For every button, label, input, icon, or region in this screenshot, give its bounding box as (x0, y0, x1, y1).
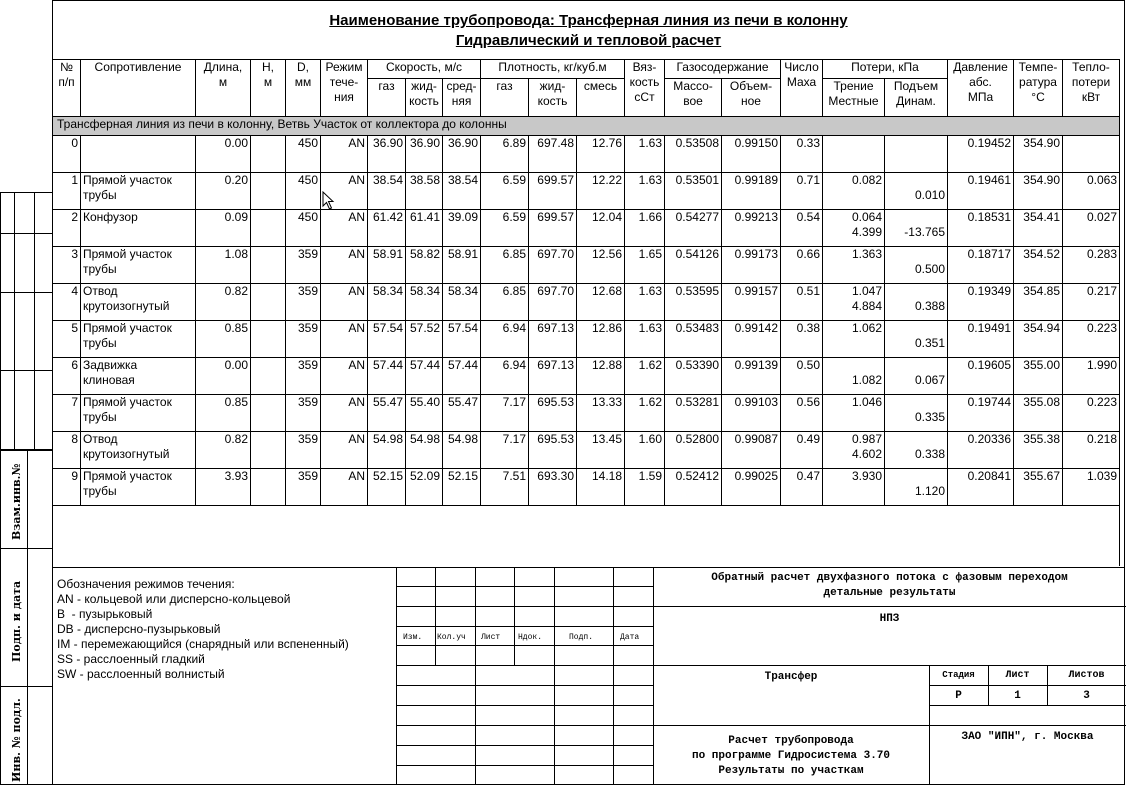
cell-mode: AN (321, 432, 368, 469)
cell-name: Прямой участок трубы (81, 247, 196, 284)
cell-gv: 0.99025 (722, 469, 781, 506)
cell-n: 9 (53, 469, 81, 506)
cell-t: 354.85 (1014, 284, 1063, 321)
table-row (53, 247, 1120, 284)
cell-dg: 6.59 (481, 173, 529, 210)
cell-d: 450 (286, 173, 321, 210)
section-title-row: Трансферная линия из печи в колонну, Ветвь Участок от коллектора до колонны (53, 117, 1120, 136)
cell-dm: 12.56 (577, 247, 625, 284)
cell-dg: 6.85 (481, 247, 529, 284)
cell-d: 450 (286, 136, 321, 173)
legend-item: IM - перемежающийся (снарядный или вспененный) (57, 637, 349, 651)
cell-vl: 54.98 (406, 432, 443, 469)
page-title-line2: Гидравлический и тепловой расчет (455, 32, 722, 49)
cell-dl: 699.57 (529, 173, 577, 210)
cell-vg: 57.54 (368, 321, 406, 358)
cell-fric: 3.930 (823, 469, 885, 506)
cell-h (251, 284, 286, 321)
cell-gm: 0.54277 (665, 210, 722, 247)
left-margin-row-line (0, 370, 52, 371)
stamp-sheets-label: Листов (1068, 670, 1105, 681)
cell-q: 0.217 (1063, 284, 1120, 321)
cell-dl: 697.13 (529, 358, 577, 395)
cell-n: 4 (53, 284, 81, 321)
cell-va: 52.15 (443, 469, 481, 506)
results-table (52, 59, 1120, 566)
cell-len: 1.08 (196, 247, 251, 284)
cell-gv: 0.99142 (722, 321, 781, 358)
cell-d: 359 (286, 358, 321, 395)
cell-mach: 0.50 (781, 358, 823, 395)
cell-d: 359 (286, 395, 321, 432)
cell-fric (823, 136, 885, 173)
col-velocity-header: Скорость, м/с (368, 60, 481, 79)
col-loss-fric: Трение Местные (823, 79, 885, 117)
cell-lift: 0.500 (885, 247, 948, 284)
cell-va: 38.54 (443, 173, 481, 210)
stamp-sheets: 3 (1083, 690, 1090, 702)
col-heat-header: Тепло- потери кВт (1063, 60, 1120, 117)
cell-mode: AN (321, 395, 368, 432)
cell-len: 0.20 (196, 173, 251, 210)
cell-len: 0.85 (196, 321, 251, 358)
legend-title: Обозначения режимов течения: (57, 577, 235, 591)
stamp-title-line2: детальные результаты (823, 587, 956, 599)
cell-mode: AN (321, 469, 368, 506)
cell-h (251, 358, 286, 395)
cell-mode: AN (321, 321, 368, 358)
cell-dm: 13.33 (577, 395, 625, 432)
col-losses-header: Потери, кПа (823, 60, 948, 79)
cell-t: 355.38 (1014, 432, 1063, 469)
cell-dl: 693.30 (529, 469, 577, 506)
left-margin-bottom-box (0, 450, 52, 785)
cell-q: 0.027 (1063, 210, 1120, 247)
cell-name: Прямой участок трубы (81, 321, 196, 358)
cell-p: 0.19605 (948, 358, 1014, 395)
cell-t: 354.90 (1014, 173, 1063, 210)
cell-name: Прямой участок трубы (81, 469, 196, 506)
cell-gv: 0.99173 (722, 247, 781, 284)
cell-p: 0.19461 (948, 173, 1014, 210)
col-resistance-header: Сопротивление (81, 60, 196, 117)
cell-gv: 0.99213 (722, 210, 781, 247)
cell-gv: 0.99157 (722, 284, 781, 321)
cell-dl: 697.13 (529, 321, 577, 358)
cell-dm: 12.76 (577, 136, 625, 173)
cell-gm: 0.54126 (665, 247, 722, 284)
cell-dm: 12.04 (577, 210, 625, 247)
col-temp-header: Темпе- ратура °С (1014, 60, 1063, 117)
cell-n: 7 (53, 395, 81, 432)
cell-visc: 1.63 (625, 284, 665, 321)
cell-va: 57.44 (443, 358, 481, 395)
cell-q: 0.223 (1063, 321, 1120, 358)
stamp-col-label: Изм. (403, 633, 423, 642)
cell-mach: 0.54 (781, 210, 823, 247)
cell-dm: 12.68 (577, 284, 625, 321)
cell-lift: -13.765 (885, 210, 948, 247)
left-margin-row-line (0, 233, 52, 234)
cell-len: 0.00 (196, 136, 251, 173)
stamp-col-label: Лист (481, 633, 501, 642)
cell-gv: 0.99103 (722, 395, 781, 432)
side-label-podp: Подп. и дата (10, 580, 23, 662)
cell-vg: 36.90 (368, 136, 406, 173)
cell-dm: 12.86 (577, 321, 625, 358)
cell-dl: 697.48 (529, 136, 577, 173)
cell-dg: 6.94 (481, 358, 529, 395)
cell-va: 54.98 (443, 432, 481, 469)
cell-mach: 0.33 (781, 136, 823, 173)
left-margin-row-line (0, 548, 52, 549)
cell-gm: 0.53483 (665, 321, 722, 358)
cell-n: 8 (53, 432, 81, 469)
cell-p: 0.19491 (948, 321, 1014, 358)
stamp-stage: Р (955, 690, 962, 702)
cell-va: 36.90 (443, 136, 481, 173)
cell-t: 355.00 (1014, 358, 1063, 395)
legend-item: DB - дисперсно-пузырьковый (57, 622, 221, 636)
stamp-col-label: Кол.уч (437, 633, 466, 642)
cell-visc: 1.59 (625, 469, 665, 506)
col-pressure-header: Давление абс. МПа (948, 60, 1014, 117)
cell-visc: 1.62 (625, 395, 665, 432)
cell-d: 450 (286, 210, 321, 247)
stamp-company: ЗАО "ИПН", г. Москва (961, 731, 1094, 743)
cell-va: 39.09 (443, 210, 481, 247)
cell-fric: 0.064 4.399 (823, 210, 885, 247)
legend-item: SW - расслоенный волнистый (57, 667, 225, 681)
cell-h (251, 173, 286, 210)
mouse-cursor-icon (322, 191, 336, 211)
left-margin-row-line (0, 686, 52, 687)
side-label-vzam: Взам.инв.№ (10, 463, 23, 540)
cell-lift: 0.335 (885, 395, 948, 432)
cell-len: 3.93 (196, 469, 251, 506)
table-row (53, 284, 1120, 321)
col-visc-header: Вяз- кость сСт (625, 60, 665, 117)
stamp-doc-line3: Результаты по участкам (718, 765, 864, 777)
cell-n: 1 (53, 173, 81, 210)
left-margin-top-divider2 (34, 192, 35, 450)
table-row (53, 321, 1120, 358)
col-num-header: № п/п (53, 60, 81, 117)
page-title-line1: Наименование трубопровода: Трансферная линия из печи в колонну (329, 12, 848, 29)
legend-item: B - пузырьковый (57, 607, 153, 621)
title-block (396, 567, 1126, 785)
cell-p: 0.18717 (948, 247, 1014, 284)
cell-lift: 0.067 (885, 358, 948, 395)
cell-gm: 0.53281 (665, 395, 722, 432)
cell-dm: 12.88 (577, 358, 625, 395)
cell-h (251, 247, 286, 284)
cell-h (251, 395, 286, 432)
cell-t: 354.90 (1014, 136, 1063, 173)
cell-lift: 1.120 (885, 469, 948, 506)
cell-dg: 7.17 (481, 432, 529, 469)
cell-n: 0 (53, 136, 81, 173)
col-density-header: Плотность, кг/куб.м (481, 60, 625, 79)
left-margin-bottom-divider (27, 450, 28, 785)
cell-gv: 0.99139 (722, 358, 781, 395)
col-mode-header: Режим тече- ния (321, 60, 368, 117)
col-vel-avg: сред- няя (443, 79, 481, 117)
cell-h (251, 469, 286, 506)
cell-visc: 1.60 (625, 432, 665, 469)
col-h-header: H, м (251, 60, 286, 117)
cell-q: 0.223 (1063, 395, 1120, 432)
cell-name: Отвод крутоизогнутый (81, 432, 196, 469)
cell-vl: 55.40 (406, 395, 443, 432)
cell-vl: 57.44 (406, 358, 443, 395)
cell-p: 0.19452 (948, 136, 1014, 173)
cell-gm: 0.53508 (665, 136, 722, 173)
cell-fric: 0.082 (823, 173, 885, 210)
cell-mode: AN (321, 247, 368, 284)
cell-len: 0.82 (196, 284, 251, 321)
cell-p: 0.18531 (948, 210, 1014, 247)
cell-p: 0.20336 (948, 432, 1014, 469)
cell-h (251, 321, 286, 358)
col-gas-header: Газосодержание (665, 60, 781, 79)
cell-dg: 6.59 (481, 210, 529, 247)
table-row (53, 136, 1120, 173)
stamp-col-label: Дата (620, 633, 640, 642)
cell-gm: 0.52412 (665, 469, 722, 506)
cell-fric: 1.046 (823, 395, 885, 432)
cell-q: 0.283 (1063, 247, 1120, 284)
cell-d: 359 (286, 469, 321, 506)
cell-vg: 58.34 (368, 284, 406, 321)
cell-mach: 0.51 (781, 284, 823, 321)
cell-vl: 57.52 (406, 321, 443, 358)
empty-area (53, 506, 1120, 566)
cell-len: 0.82 (196, 432, 251, 469)
cell-name: Конфузор (81, 210, 196, 247)
col-gas-mass: Массо- вое (665, 79, 722, 117)
cell-h (251, 210, 286, 247)
cell-vg: 54.98 (368, 432, 406, 469)
cell-gm: 0.52800 (665, 432, 722, 469)
cell-mode: AN (321, 136, 368, 173)
table-row (53, 395, 1120, 432)
legend-item: AN - кольцевой или дисперсно-кольцевой (57, 592, 291, 606)
cell-lift: 0.388 (885, 284, 948, 321)
cell-vg: 52.15 (368, 469, 406, 506)
cell-visc: 1.66 (625, 210, 665, 247)
cell-mode: AN (321, 358, 368, 395)
cell-t: 354.94 (1014, 321, 1063, 358)
cell-vl: 61.41 (406, 210, 443, 247)
cell-va: 58.91 (443, 247, 481, 284)
cell-mach: 0.49 (781, 432, 823, 469)
cell-mach: 0.71 (781, 173, 823, 210)
col-den-liq: жид- кость (529, 79, 577, 117)
cell-name: Прямой участок трубы (81, 173, 196, 210)
cell-q: 0.063 (1063, 173, 1120, 210)
cell-dg: 6.94 (481, 321, 529, 358)
cell-gv: 0.99189 (722, 173, 781, 210)
cell-d: 359 (286, 321, 321, 358)
cell-d: 359 (286, 284, 321, 321)
col-den-mix: смесь (577, 79, 625, 117)
cell-vl: 58.34 (406, 284, 443, 321)
cell-visc: 1.62 (625, 358, 665, 395)
cell-gv: 0.99087 (722, 432, 781, 469)
cell-fric: 1.062 (823, 321, 885, 358)
stamp-object: Трансфер (764, 671, 818, 683)
stamp-sheet-label: Лист (1005, 670, 1030, 681)
cell-dm: 14.18 (577, 469, 625, 506)
cell-mode: AN (321, 173, 368, 210)
stamp-doc-line2: по программе Гидросистема 3.70 (691, 750, 891, 762)
col-loss-lift: Подъем Динам. (885, 79, 948, 117)
cell-n: 5 (53, 321, 81, 358)
cell-lift: 0.010 (885, 173, 948, 210)
cell-n: 6 (53, 358, 81, 395)
cell-dg: 7.17 (481, 395, 529, 432)
cell-dg: 6.85 (481, 284, 529, 321)
table-row (53, 210, 1120, 247)
stamp-doc-line1: Расчет трубопровода (728, 735, 854, 747)
cell-dl: 695.53 (529, 395, 577, 432)
cell-gm: 0.53501 (665, 173, 722, 210)
left-margin-top-divider (14, 192, 15, 450)
cell-vl: 52.09 (406, 469, 443, 506)
cell-t: 355.67 (1014, 469, 1063, 506)
cell-len: 0.85 (196, 395, 251, 432)
cell-fric: 1.047 4.884 (823, 284, 885, 321)
cell-vg: 55.47 (368, 395, 406, 432)
cell-vg: 38.54 (368, 173, 406, 210)
cell-name: Задвижка клиновая (81, 358, 196, 395)
cell-p: 0.20841 (948, 469, 1014, 506)
cell-name: Прямой участок трубы (81, 395, 196, 432)
cell-vl: 36.90 (406, 136, 443, 173)
cell-vl: 38.58 (406, 173, 443, 210)
cell-mode: AN (321, 210, 368, 247)
cell-gm: 0.53595 (665, 284, 722, 321)
cell-lift: 0.338 (885, 432, 948, 469)
stamp-org-code: НПЗ (879, 613, 900, 625)
left-margin-top-box (0, 192, 52, 450)
cell-t: 354.41 (1014, 210, 1063, 247)
cell-p: 0.19349 (948, 284, 1014, 321)
cell-va: 57.54 (443, 321, 481, 358)
cell-dm: 12.22 (577, 173, 625, 210)
stamp-col-label: Подп. (569, 633, 594, 642)
cell-fric: 1.082 (823, 358, 885, 395)
legend-item: SS - расслоенный гладкий (57, 652, 205, 666)
cell-d: 359 (286, 432, 321, 469)
cell-d: 359 (286, 247, 321, 284)
stamp-stage-label: Стадия (942, 670, 975, 680)
table-row (53, 469, 1120, 506)
col-gas-vol: Объем- ное (722, 79, 781, 117)
cell-visc: 1.63 (625, 321, 665, 358)
table-row (53, 358, 1120, 395)
col-mach-header: Число Маха (781, 60, 823, 117)
cell-gv: 0.99150 (722, 136, 781, 173)
cell-visc: 1.65 (625, 247, 665, 284)
cell-h (251, 432, 286, 469)
col-den-gas: газ (481, 79, 529, 117)
col-length-header: Длина, м (196, 60, 251, 117)
cell-name (81, 136, 196, 173)
side-label-inv: Инв. № подл. (10, 698, 23, 782)
cell-mach: 0.38 (781, 321, 823, 358)
cell-dl: 699.57 (529, 210, 577, 247)
col-vel-gas: газ (368, 79, 406, 117)
table-row (53, 432, 1120, 469)
stamp-title-line1: Обратный расчет двухфазного потока с фазовым переходом (711, 572, 1068, 584)
cell-t: 354.52 (1014, 247, 1063, 284)
cell-va: 55.47 (443, 395, 481, 432)
cell-fric: 1.363 (823, 247, 885, 284)
cell-dl: 695.53 (529, 432, 577, 469)
mode-legend (57, 577, 349, 682)
cell-n: 3 (53, 247, 81, 284)
cell-t: 355.08 (1014, 395, 1063, 432)
cell-len: 0.00 (196, 358, 251, 395)
cell-dm: 13.45 (577, 432, 625, 469)
table-row (53, 173, 1120, 210)
cell-q (1063, 136, 1120, 173)
col-d-header: D, мм (286, 60, 321, 117)
cell-vg: 58.91 (368, 247, 406, 284)
cell-name: Отвод крутоизогнутый (81, 284, 196, 321)
cell-va: 58.34 (443, 284, 481, 321)
cell-mach: 0.47 (781, 469, 823, 506)
cell-len: 0.09 (196, 210, 251, 247)
cell-dl: 697.70 (529, 284, 577, 321)
cell-mach: 0.66 (781, 247, 823, 284)
cell-vl: 58.82 (406, 247, 443, 284)
cell-q: 1.039 (1063, 469, 1120, 506)
cell-visc: 1.63 (625, 136, 665, 173)
cell-dg: 6.89 (481, 136, 529, 173)
cell-h (251, 136, 286, 173)
cell-n: 2 (53, 210, 81, 247)
cell-p: 0.19744 (948, 395, 1014, 432)
cell-fric: 0.987 4.602 (823, 432, 885, 469)
cell-vg: 61.42 (368, 210, 406, 247)
cell-q: 0.218 (1063, 432, 1120, 469)
cell-mode: AN (321, 284, 368, 321)
cell-dl: 697.70 (529, 247, 577, 284)
cell-vg: 57.44 (368, 358, 406, 395)
stamp-col-label: Ндок. (518, 633, 543, 642)
cell-mach: 0.56 (781, 395, 823, 432)
cell-lift (885, 136, 948, 173)
left-margin-row-line (0, 292, 52, 293)
cell-dg: 7.51 (481, 469, 529, 506)
col-vel-liq: жид- кость (406, 79, 443, 117)
cell-q: 1.990 (1063, 358, 1120, 395)
stamp-sheet: 1 (1014, 690, 1021, 702)
cell-lift: 0.351 (885, 321, 948, 358)
cell-gm: 0.53390 (665, 358, 722, 395)
cell-visc: 1.63 (625, 173, 665, 210)
